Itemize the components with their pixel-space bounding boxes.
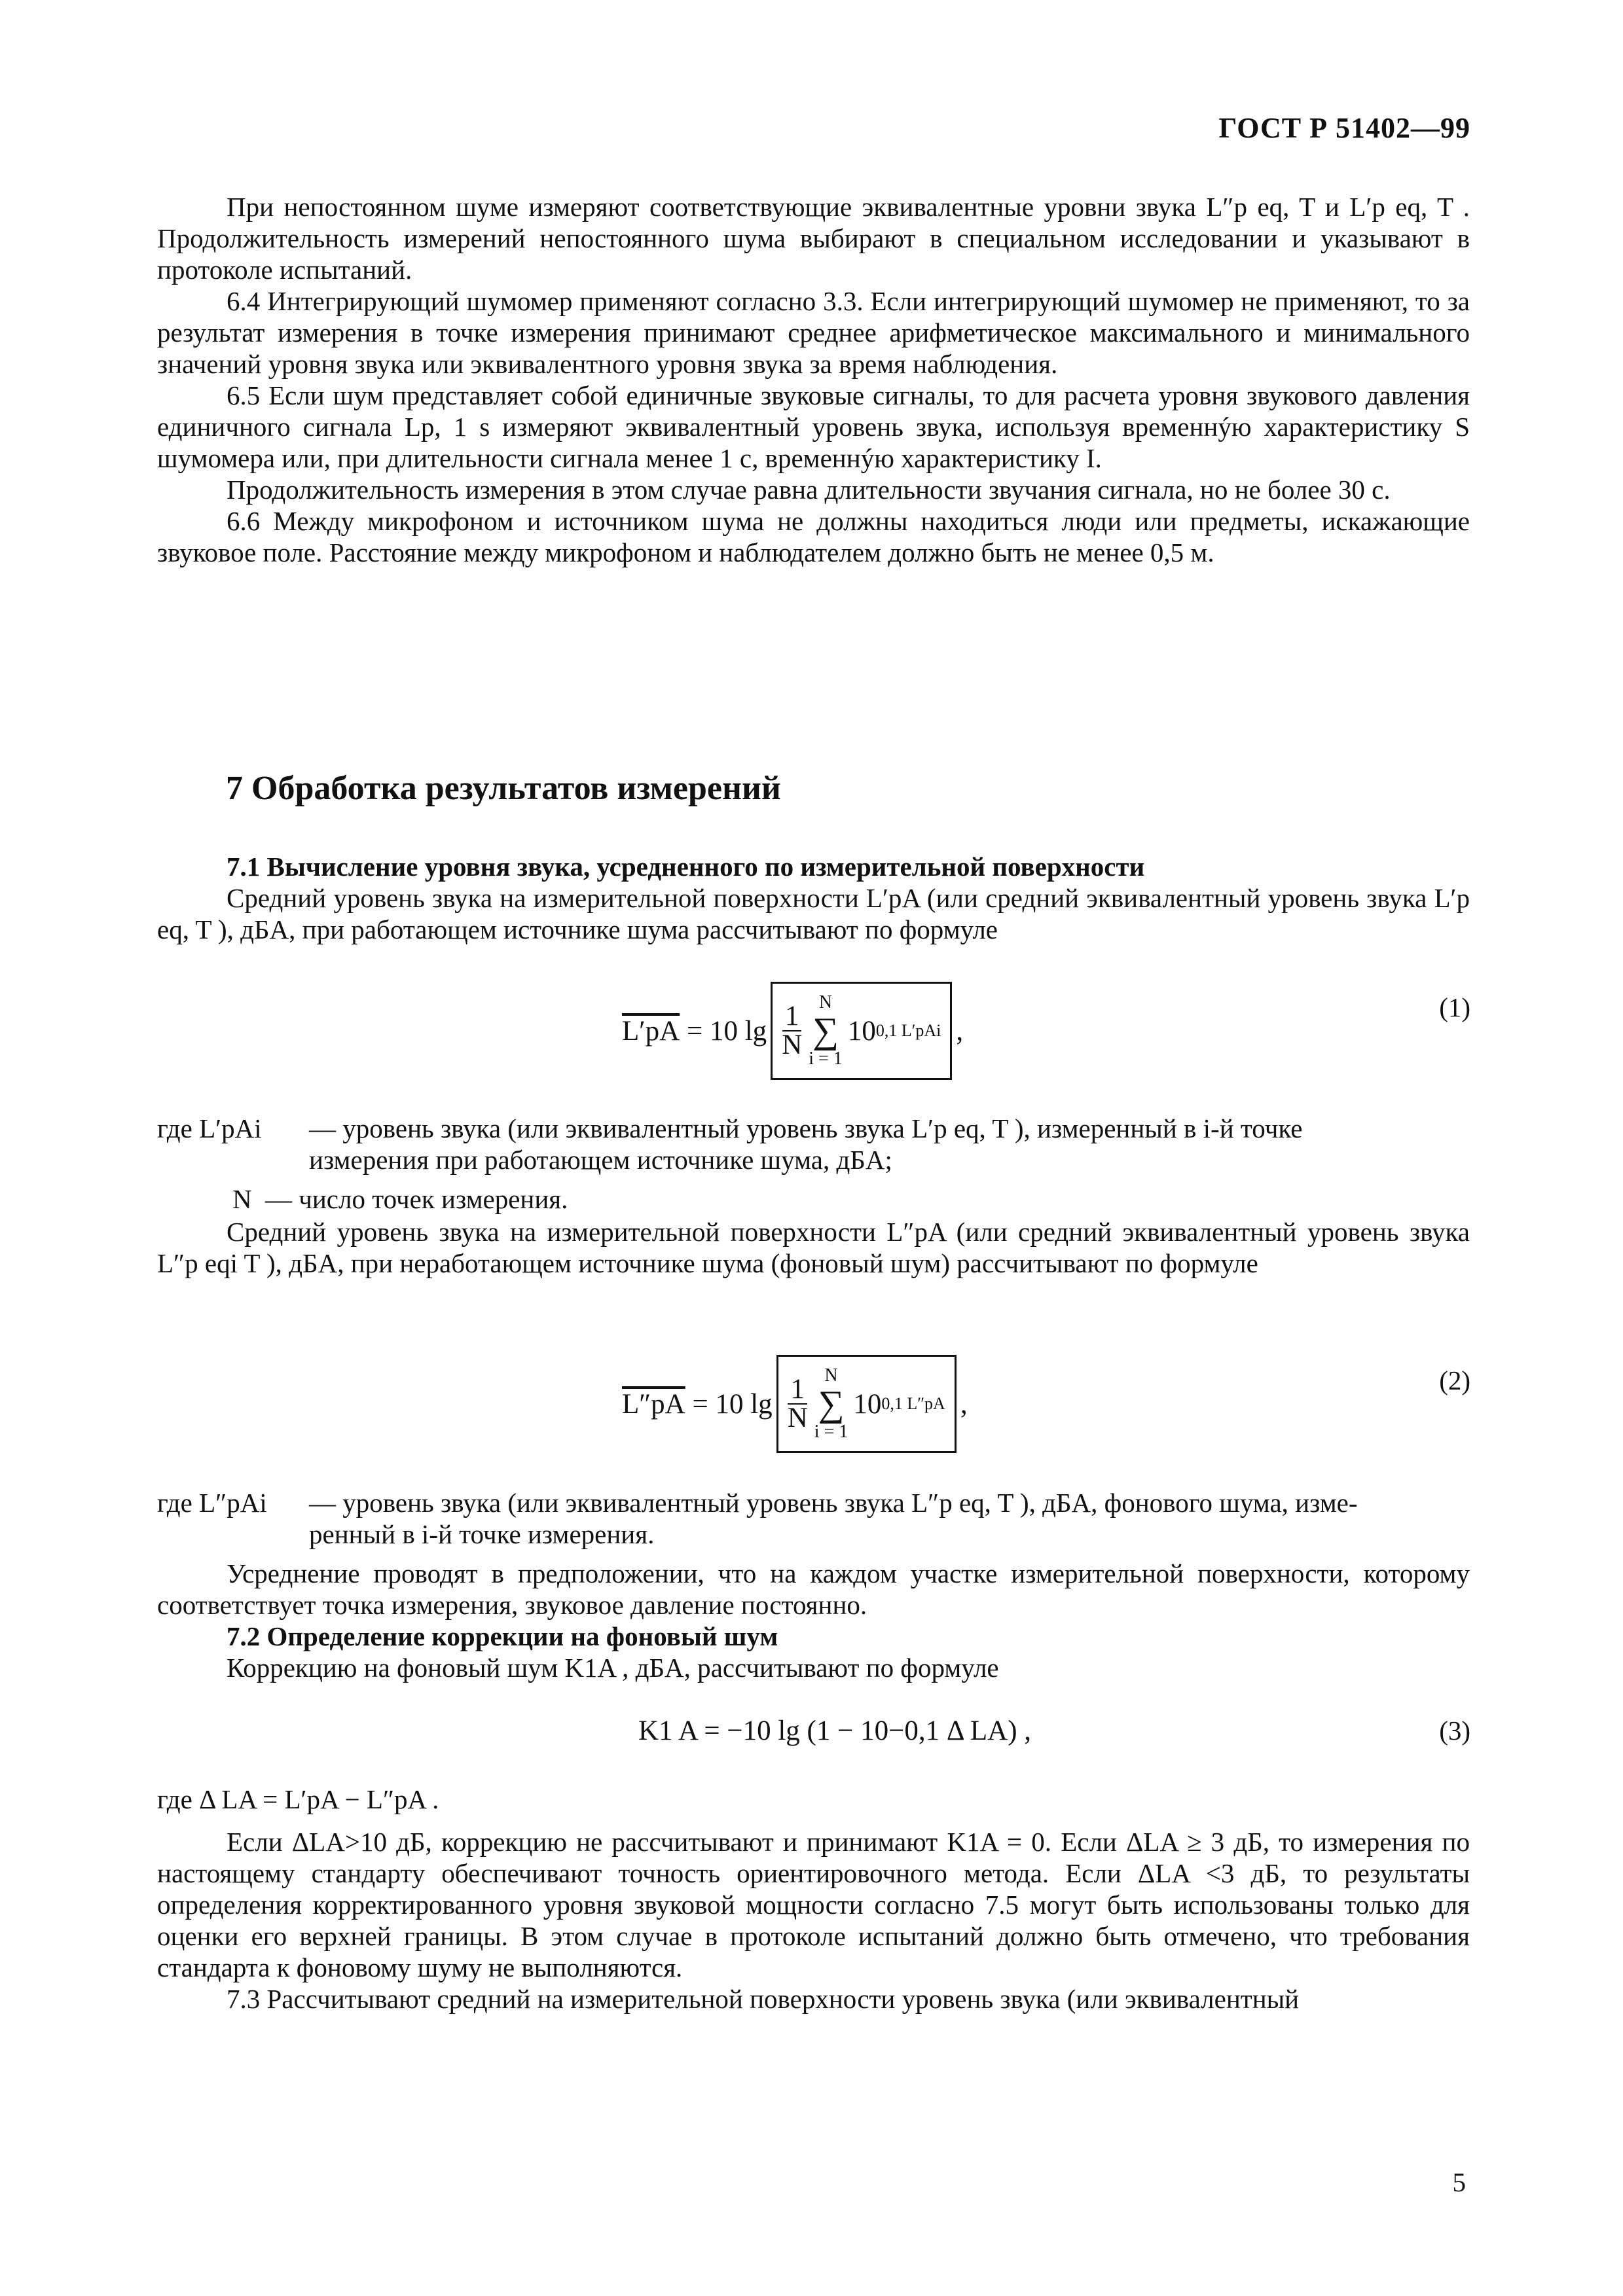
definition-text: — число точек измерения. xyxy=(265,1184,568,1214)
paragraph: Усреднение проводят в предположении, что на каждом участке измерительной поверхности, которому соответствует точка измерения, звуковое давление постоянно. xyxy=(157,1558,1470,1620)
formula-1 xyxy=(622,982,963,1080)
definition-text-cont: измерения при работающем источнике шума, дБA; xyxy=(309,1145,892,1175)
paragraph: 7.3 Рассчитывают средний на измерительной поверхности уровень звука (или эквивалентный xyxy=(227,1984,1300,2014)
paragraph: Средний уровень звука на измерительной поверхности L′pA (или средний эквивалентный уровень звука L′p eq, T ), дБA, при работающем источнике шума рассчитывают по формуле xyxy=(157,883,1470,944)
fraction-numerator: 1 xyxy=(788,1376,807,1405)
formula-term: 10 xyxy=(853,1388,882,1420)
paragraph: 6.4 Интегрирующий шумомер применяют согласно 3.3. Если интегрирующий шумомер не применяют, то за результат измерения в точке измерения принимают среднее арифметическое максимального и минимального значений уровня звука или эквивалентного уровня звука за время наблюдения. xyxy=(157,286,1470,379)
paragraph: Средний уровень звука на измерительной поверхности L″pA (или средний эквивалентный уровень звука L″p eqi T ), дБA, при неработающем источнике шума (фоновый шум) рассчитывают по формуле xyxy=(157,1217,1470,1278)
formula-term: 10 xyxy=(847,1015,876,1047)
sum-upper: N xyxy=(818,992,833,1013)
fraction-denominator: N xyxy=(787,1403,808,1433)
formula-bracket xyxy=(776,1355,957,1453)
body-72b xyxy=(157,1826,1470,2015)
paragraph: При непостоянном шуме измеряют соответствующие эквивалентные уровни звука L″p eq, T и L′p eq, T . Продолжительность измерений непостоянного шума выбирают в специальном исследовании и указывают в протоколе испытаний. xyxy=(157,192,1470,285)
paragraph: 6.6 Между микрофоном и источником шума не должны находиться люди или предметы, искажающие звуковое поле. Расстояние между микрофоном и наблюдателем должно быть не менее 0,5 м. xyxy=(157,506,1470,567)
formula-tail: , xyxy=(956,1015,964,1047)
formula-tail: , xyxy=(960,1388,968,1420)
definition-sym: где L′pAi xyxy=(157,1113,262,1143)
body-71b xyxy=(157,1216,1470,1279)
definition-delta: где Δ LA = L′pA − L″pA . xyxy=(157,1784,439,1814)
page-number: 5 xyxy=(1452,2167,1466,2197)
formula-lhs: L″pA xyxy=(622,1388,685,1420)
fraction-numerator: 1 xyxy=(782,1003,802,1031)
equation-number: (1) xyxy=(1439,992,1470,1022)
sum-operator: N ∑ i = 1 xyxy=(809,992,843,1069)
subsection-heading: 7.2 Определение коррекции на фоновый шум xyxy=(227,1621,778,1651)
body-71 xyxy=(157,851,1470,945)
formula-2 xyxy=(622,1355,968,1453)
sum-lower: i = 1 xyxy=(809,1049,843,1069)
formula-eq: = 10 lg xyxy=(686,1015,767,1047)
formula-eq: = 10 lg xyxy=(692,1388,773,1420)
section-heading: 7 Обработка результатов измерений xyxy=(226,770,781,807)
paragraph: Коррекцию на фоновый шум K1A , дБA, рассчитывают по формуле xyxy=(227,1653,999,1683)
body-71c xyxy=(157,1558,1470,1683)
formula-exponent: 0,1 L″pA xyxy=(881,1394,945,1413)
paragraph: Продолжительность измерения в этом случае равна длительности звучания сигнала, но не более 30 с. xyxy=(227,475,1391,505)
subsection-heading: 7.1 Вычисление уровня звука, усредненного по измерительной поверхности xyxy=(227,852,1145,882)
body-top xyxy=(157,191,1470,568)
formula-3: K1 A = −10 lg (1 − 10−0,1 Δ LA) , xyxy=(638,1715,1032,1746)
definition-sym: где L″pAi xyxy=(157,1488,267,1518)
fraction xyxy=(788,1376,808,1432)
equation-number: (3) xyxy=(1439,1715,1470,1746)
definition-text: — уровень звука (или эквивалентный уровень звука L′p eq, T ), измеренный в i-й точке xyxy=(309,1113,1303,1143)
document-header: ГОСТ Р 51402—99 xyxy=(1218,112,1470,144)
equation-number: (2) xyxy=(1439,1365,1470,1395)
sum-operator: N ∑ i = 1 xyxy=(814,1365,848,1442)
formula-lhs: L′pA xyxy=(622,1015,680,1047)
fraction-denominator: N xyxy=(782,1030,803,1060)
paragraph: 6.5 Если шум представляет собой единичные звуковые сигналы, то для расчета уровня звукового давления единичного сигнала Lp, 1 s измеряют эквивалентный уровень звука, используя временнýю характеристику S шумомера или, при длительности сигнала менее 1 с, временнýю характеристику I. xyxy=(157,380,1470,473)
definition-text-cont: ренный в i-й точке измерения. xyxy=(309,1519,655,1549)
formula-exponent: 0,1 L′pAi xyxy=(875,1021,941,1040)
definition-text: — уровень звука (или эквивалентный уровень звука L″p eq, T ), дБA, фонового шума, изме- xyxy=(309,1488,1358,1518)
paragraph: Если ΔLA>10 дБ, коррекцию не рассчитывают и принимают K1A = 0. Если ΔLA ≥ 3 дБ, то измерения по настоящему стандарту обеспечивают точность ориентировочного метода. Если ΔLA <3 дБ, то результаты определения корректированного уровня звуковой мощности согласно 7.5 могут быть использованы только для оценки его верхней границы. В этом случае в протоколе испытаний должно быть отмечено, что требования стандарта к фоновому шуму не выполняются. xyxy=(157,1827,1470,1982)
sum-upper: N xyxy=(824,1365,838,1386)
fraction xyxy=(782,1003,802,1059)
formula-bracket xyxy=(771,982,952,1080)
sum-lower: i = 1 xyxy=(814,1422,848,1442)
definition-sym: N xyxy=(232,1184,252,1214)
